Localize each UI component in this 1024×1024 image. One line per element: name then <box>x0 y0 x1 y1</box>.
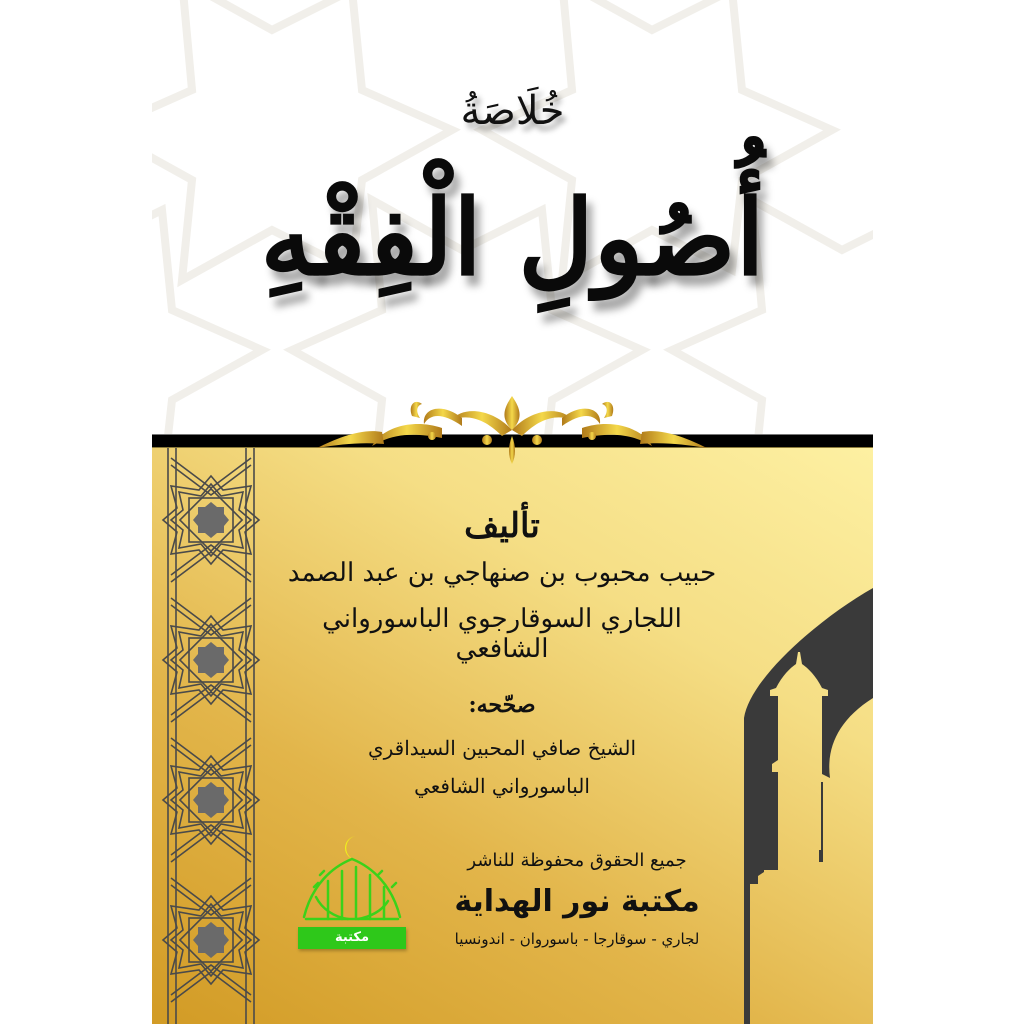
publisher-logo <box>292 833 412 953</box>
cover-top-section <box>152 0 873 434</box>
crescent-mosque-calligraphy-icon <box>292 857 412 929</box>
mosque-silhouette-icon <box>730 568 873 1024</box>
author-label: تأليف <box>464 506 540 546</box>
cover-gold-section <box>152 448 873 1024</box>
rights-reserved-text: جميع الحقوق محفوظة للناشر <box>467 850 687 871</box>
publisher-name: مكتبة نور الهداية <box>454 884 700 919</box>
book-title: أُصُولِ الْفِقْهِ <box>260 176 765 299</box>
corrector-name-line-2: الباسورواني الشافعي <box>414 774 590 798</box>
author-name-line-1: حبيب محبوب بن صنهاجي بن عبد الصمد <box>287 558 717 588</box>
corrector-label: صحّحه: <box>468 692 536 718</box>
book-cover <box>152 0 873 1024</box>
publisher-logo-label: مكتبة <box>298 927 406 949</box>
islamic-star-pattern-icon <box>152 448 270 1024</box>
book-subtitle: خُلَاصَةُ <box>460 88 565 134</box>
gold-floral-ornament-icon <box>312 388 712 468</box>
author-name-line-2: اللجاري السوقارجوي الباسورواني الشافعي <box>322 604 682 664</box>
publisher-locations: لجاري - سوقارجا - باسوروان - اندونسيا <box>454 930 700 948</box>
corrector-name-line-1: الشيخ صافي المحبين السيداقري <box>367 736 637 760</box>
